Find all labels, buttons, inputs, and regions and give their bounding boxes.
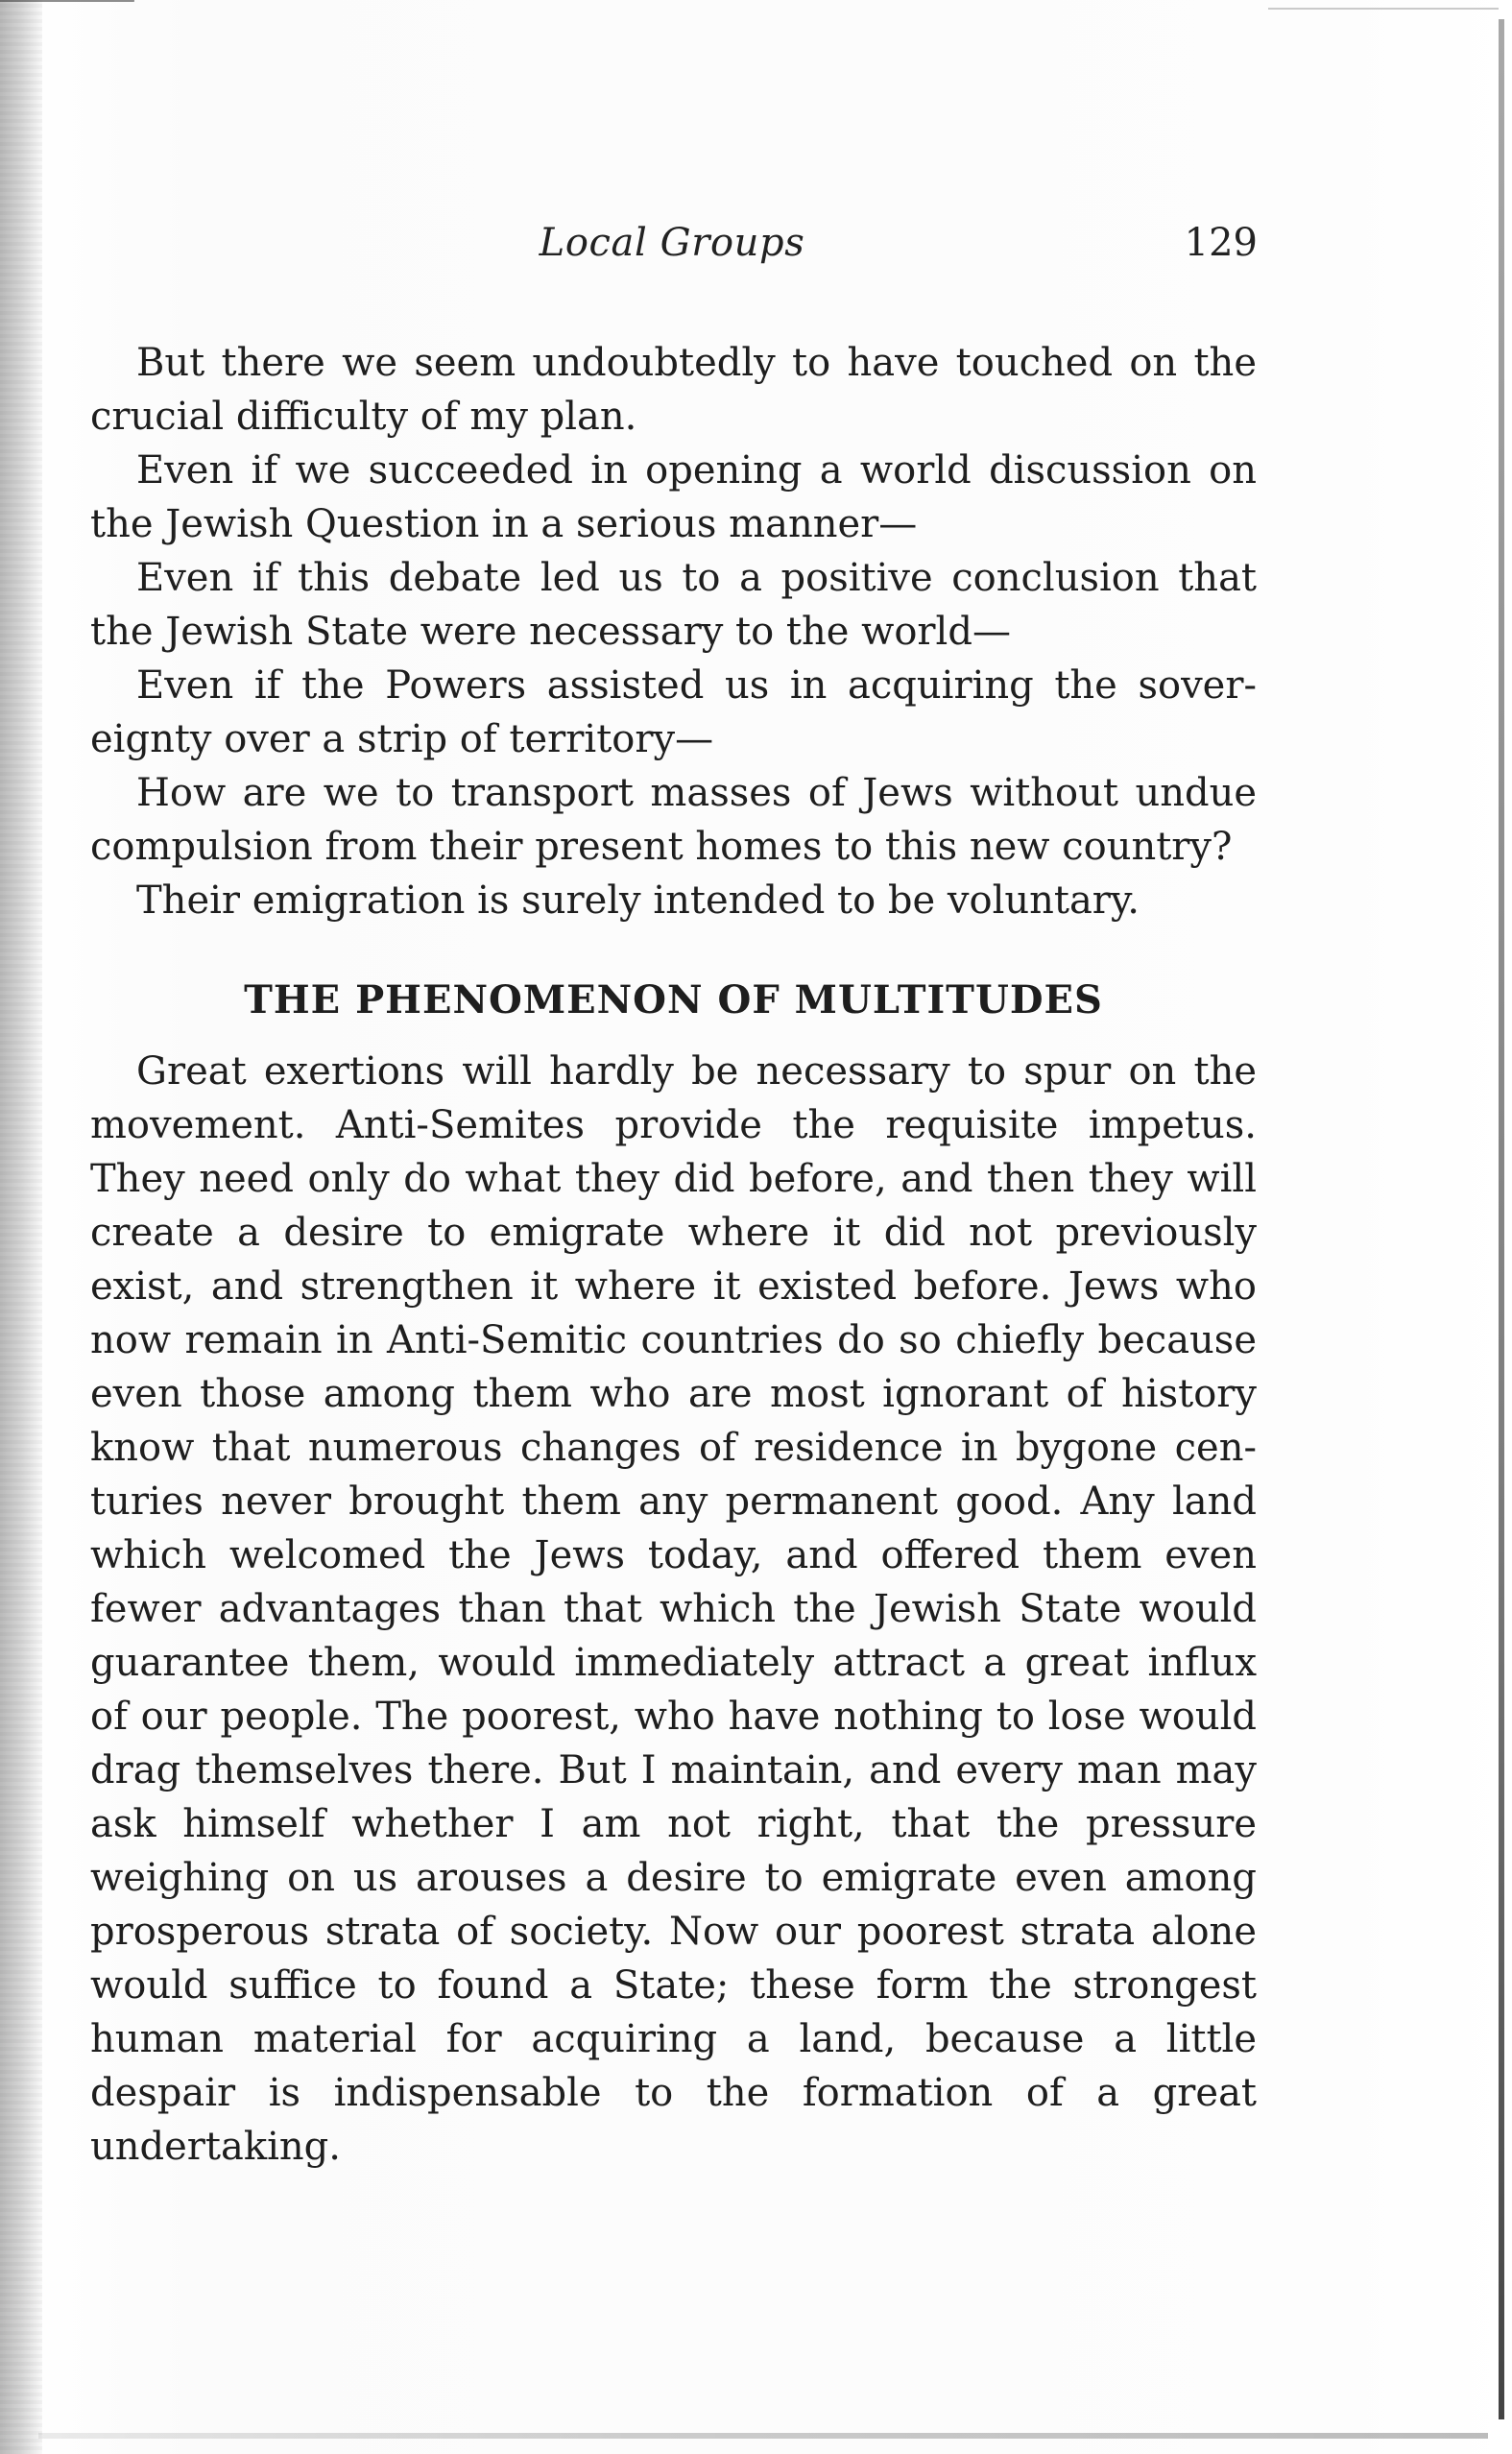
paragraph-1: But there we seem undoubtedly to have touched on the crucial difficulty of my plan. — [90, 341, 1257, 439]
right-page-edge — [1499, 19, 1504, 2419]
binding-shadow — [0, 0, 42, 2454]
page-header — [86, 221, 1258, 278]
bottom-page-edge — [38, 2433, 1488, 2439]
paragraph-2: Even if we succeeded in opening a world discussion on the Jewish Question in a serious manner— — [90, 448, 1257, 546]
page-curl-mark — [0, 0, 134, 15]
top-edge-line — [1268, 8, 1499, 10]
section-heading: THE PHENOMENON OF MULTITUDES — [244, 977, 1103, 1022]
paragraph-7: Great exertions will hardly be necessary to spur on the movement. Anti-Semites provide the requisite impetus. They need only do what they did before, and then they will create a desire to emigrate where it did not previously exist, and strengthen it where it existed before. Jews who now remain in Anti-Semitic countries do so chiefly because even those among them who are most ignorant of history know that numerous changes of residence in bygone cen-turies never brought them any permanent good. Any land which welcomed the Jews today, and offered them even fewer advantages than that which the Jewish State would guarantee them, would immediately attract a great influx of our people. The poorest, who have nothing to lose would drag themselves there. But I maintain, and every man may ask himself whether I am not right, that the pressure weighing on us arouses a desire to emigrate even among prosperous strata of society. Now our poorest strata alone would suffice to found a State; these form the strongest human material for acquiring a land, because a little despair is indispensable to the formation of a great undertaking. — [90, 1049, 1257, 2169]
page-number: 129 — [1184, 221, 1258, 265]
running-head: Local Groups — [539, 221, 805, 265]
paragraph-4: Even if the Powers assisted us in acquiring the sover-eignty over a strip of territory— — [90, 663, 1257, 761]
main-text — [90, 336, 1257, 2174]
paragraph-6: Their emigration is surely intended to be voluntary. — [136, 878, 1140, 923]
paragraph-5: How are we to transport masses of Jews without undue compulsion from their present homes to this new country? — [90, 771, 1257, 869]
paragraph-3: Even if this debate led us to a positive conclusion that the Jewish State were necessary to the world— — [90, 556, 1257, 654]
